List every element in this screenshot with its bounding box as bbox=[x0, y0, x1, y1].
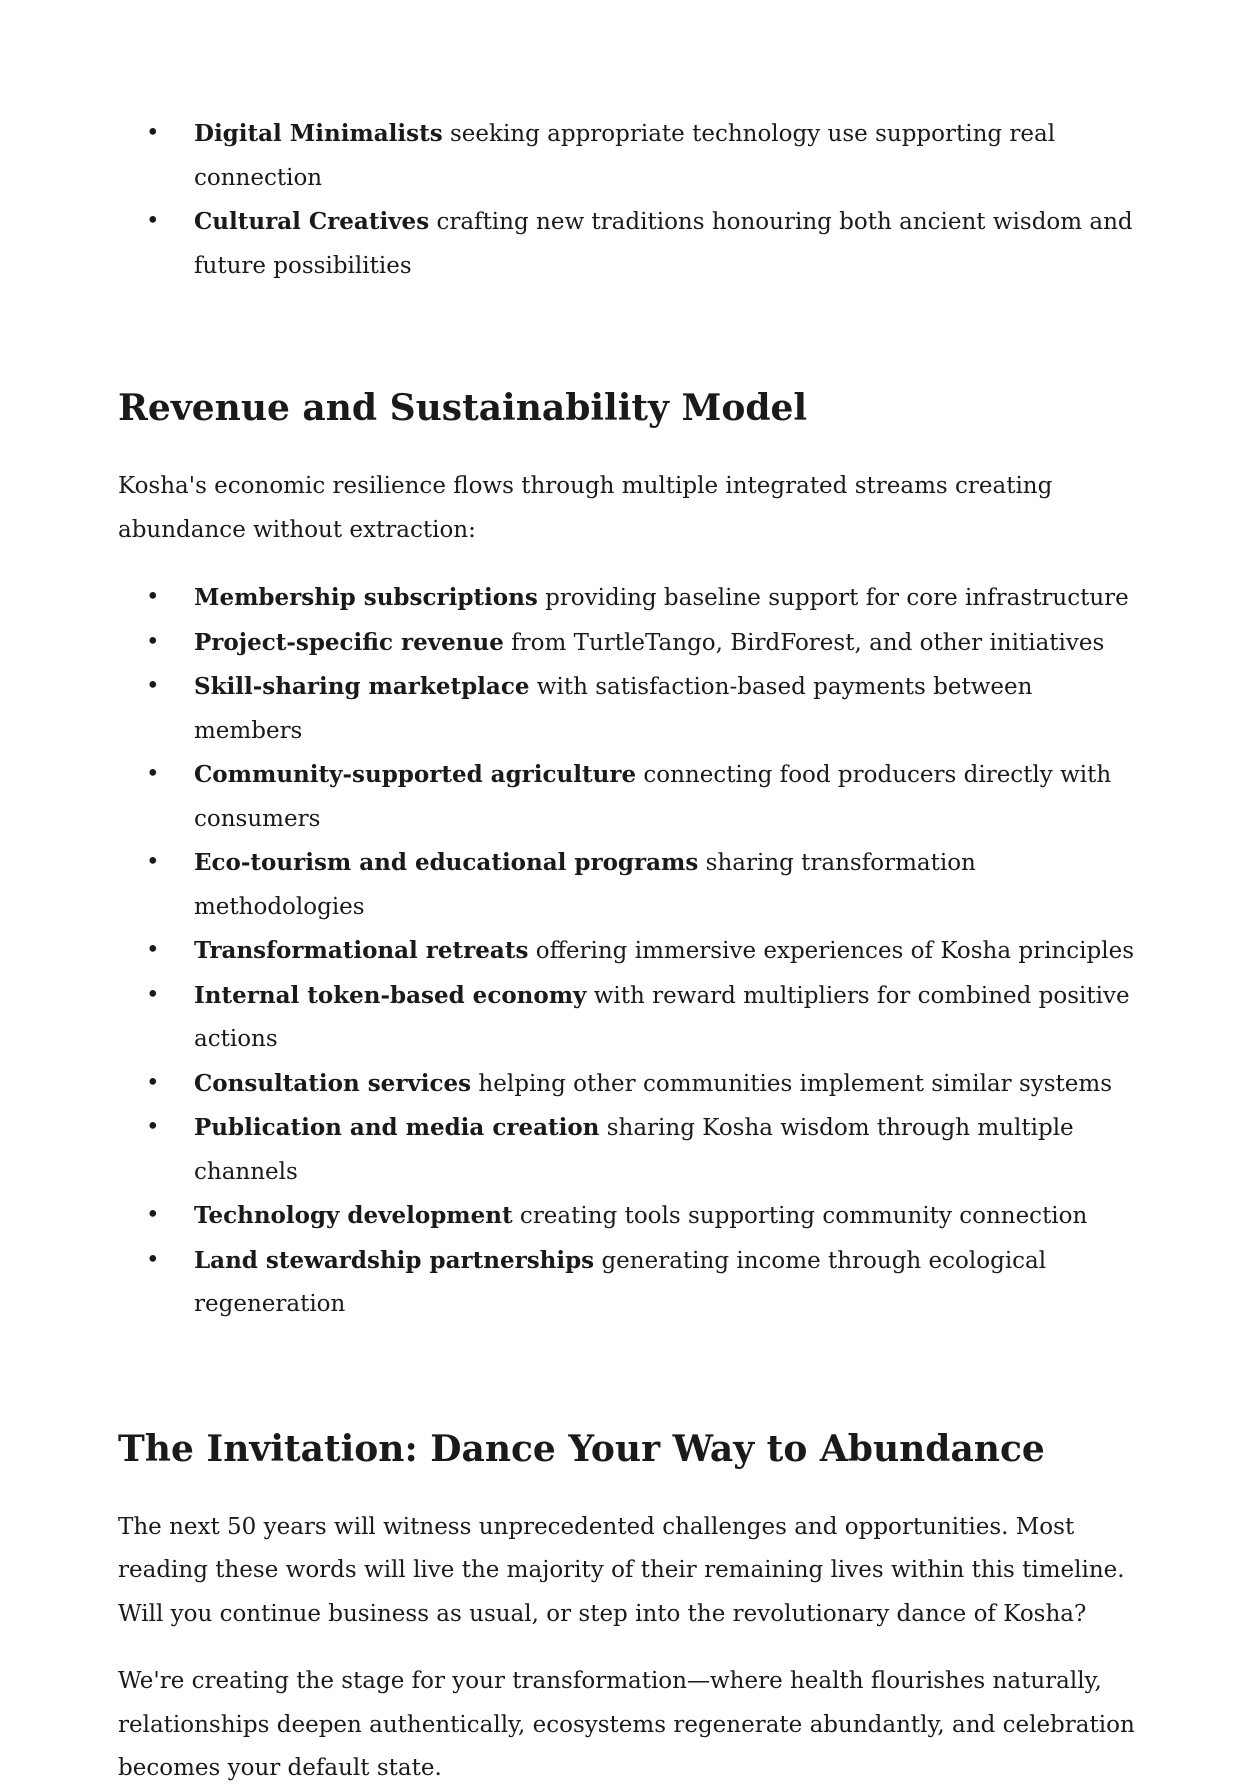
list-item-text: creating tools supporting community connection bbox=[512, 1203, 1088, 1229]
list-item bbox=[118, 112, 1138, 200]
list-item-text: sharing transformation methodologies bbox=[194, 850, 976, 920]
audience-list bbox=[118, 112, 1138, 288]
revenue-streams-list bbox=[118, 576, 1138, 1327]
revenue-intro-paragraph: Kosha's economic resilience flows through multiple integrated streams creating abundance without extraction: bbox=[118, 473, 1053, 543]
list-item-term: Cultural Creatives bbox=[194, 208, 430, 235]
list-item bbox=[118, 1239, 1138, 1327]
list-item bbox=[118, 621, 1138, 666]
list-item-term: Transformational retreats bbox=[194, 937, 529, 964]
list-item-text: seeking appropriate technology use supporting real connection bbox=[194, 121, 1056, 191]
bullet-icon: • bbox=[146, 673, 160, 699]
bullet-icon: • bbox=[146, 628, 160, 655]
list-item-term: Project-specific revenue bbox=[194, 628, 504, 656]
bullet-icon: • bbox=[146, 208, 160, 234]
list-item-term: Publication and media creation bbox=[194, 1114, 600, 1141]
list-item-text: sharing Kosha wisdom through multiple channels bbox=[194, 1115, 1074, 1185]
invitation-paragraph: The next 50 years will witness unprecedented challenges and opportunities. Most reading these words will live the majority of their remaining lives within this timeline. Will you continue business as usual, or step into the revolutionary dance of Kosha? bbox=[118, 1513, 1125, 1627]
list-item-term: Membership subscriptions bbox=[194, 584, 538, 611]
bullet-icon: • bbox=[146, 849, 160, 875]
list-item-term: Eco-tourism and educational programs bbox=[194, 849, 699, 876]
section-heading-invitation: The Invitation: Dance Your Way to Abundance bbox=[118, 1427, 1045, 1470]
document-page bbox=[118, 112, 1138, 1791]
list-item-term: Digital Minimalists bbox=[194, 120, 443, 147]
list-item-text: helping other communities implement similar systems bbox=[471, 1070, 1113, 1097]
list-item bbox=[118, 1062, 1138, 1107]
list-item bbox=[118, 200, 1138, 288]
invitation-paragraph: We're creating the stage for your transformation—where health flourishes naturally, relationships deepen authentically, ecosystems regenerate abundantly, and celebration becomes your default state. bbox=[118, 1668, 1135, 1781]
list-item-term: Internal token-based economy bbox=[194, 981, 587, 1009]
section-heading-revenue: Revenue and Sustainability Model bbox=[118, 387, 808, 429]
list-item-text: from TurtleTango, BirdForest, and other initiatives bbox=[503, 629, 1105, 656]
list-item-term: Community-supported agriculture bbox=[194, 761, 637, 788]
bullet-icon: • bbox=[146, 120, 160, 146]
list-item bbox=[118, 1194, 1138, 1239]
list-item-text: with satisfaction-based payments between members bbox=[194, 674, 1033, 744]
bullet-icon: • bbox=[146, 584, 160, 610]
list-item bbox=[118, 841, 1138, 929]
list-item bbox=[118, 1106, 1138, 1194]
bullet-icon: • bbox=[146, 1202, 160, 1228]
list-item-term: Consultation services bbox=[194, 1069, 472, 1097]
bullet-icon: • bbox=[146, 1246, 160, 1273]
list-item bbox=[118, 753, 1138, 841]
list-item-term: Technology development bbox=[194, 1202, 513, 1229]
list-item-text: connecting food producers directly with consumers bbox=[194, 762, 1112, 832]
list-item bbox=[118, 974, 1138, 1062]
list-item-text: with reward multipliers for combined positive actions bbox=[194, 982, 1130, 1052]
bullet-icon: • bbox=[146, 1114, 160, 1140]
list-item-text: generating income through ecological regeneration bbox=[194, 1247, 1047, 1317]
list-item bbox=[118, 576, 1138, 621]
bullet-icon: • bbox=[146, 761, 160, 787]
list-item-term: Land stewardship partnerships bbox=[194, 1246, 595, 1274]
list-item-text: crafting new traditions honouring both ancient wisdom and future possibilities bbox=[194, 209, 1133, 279]
list-item-text: providing baseline support for core infrastructure bbox=[537, 585, 1129, 611]
list-item bbox=[118, 665, 1138, 753]
bullet-icon: • bbox=[146, 1069, 160, 1096]
list-item bbox=[118, 929, 1138, 974]
list-item-term: Skill-sharing marketplace bbox=[194, 673, 530, 700]
bullet-icon: • bbox=[146, 937, 160, 963]
list-item-text: offering immersive experiences of Kosha principles bbox=[528, 938, 1135, 964]
bullet-icon: • bbox=[146, 981, 160, 1008]
